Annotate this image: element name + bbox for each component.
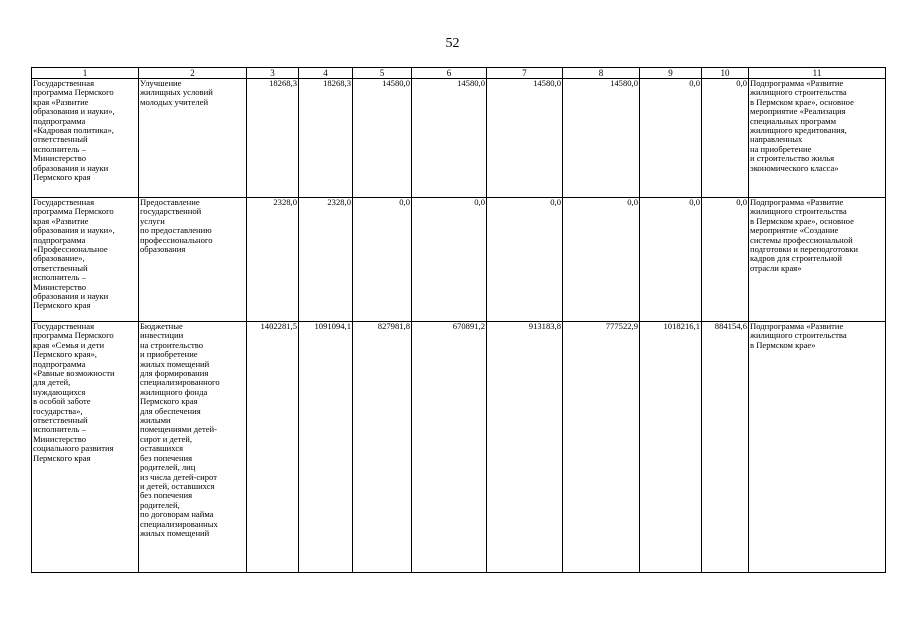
column-header: 8 (563, 68, 640, 79)
column-header: 2 (139, 68, 247, 79)
value-cell: 884154,6 (702, 322, 749, 573)
column-header: 7 (487, 68, 563, 79)
value-cell: 14580,0 (563, 79, 640, 198)
column-header: 4 (299, 68, 353, 79)
value-cell: 0,0 (702, 79, 749, 198)
budget-table (31, 67, 886, 573)
value-cell: 0,0 (412, 198, 487, 322)
column-header: 5 (353, 68, 412, 79)
header-row (32, 68, 886, 79)
value-cell: 14580,0 (353, 79, 412, 198)
column-header: 1 (32, 68, 139, 79)
column-header: 10 (702, 68, 749, 79)
value-cell: 0,0 (702, 198, 749, 322)
value-cell: 1091094,1 (299, 322, 353, 573)
program-cell: Государственная программа Пермского края «Семья и дети Пермского края», подпрограмма «Равные возможности для детей, нуждающихся в особой заботе государства», ответственный исполнитель – Министерство социального развития Пермского края (32, 322, 139, 573)
subprogram-cell: Подпрограмма «Развитие жилищного строительства в Пермском крае», основное мероприятие «Реализация специальных программ жилищного кредитования, направленных на приобретение и строительство жилья экономического класса» (749, 79, 886, 198)
page-number: 52 (445, 36, 460, 51)
value-cell: 18268,3 (247, 79, 299, 198)
subprogram-cell: Подпрограмма «Развитие жилищного строительства в Пермском крае» (749, 322, 886, 573)
column-header: 3 (247, 68, 299, 79)
value-cell: 2328,0 (299, 198, 353, 322)
table-row (32, 79, 886, 198)
measure-cell: Предоставление государственной услуги по предоставлению профессионального образования (139, 198, 247, 322)
value-cell: 18268,3 (299, 79, 353, 198)
value-cell: 14580,0 (487, 79, 563, 198)
column-header: 6 (412, 68, 487, 79)
value-cell: 0,0 (640, 198, 702, 322)
value-cell: 0,0 (353, 198, 412, 322)
value-cell: 827981,8 (353, 322, 412, 573)
measure-cell: Улучшение жилищных условий молодых учителей (139, 79, 247, 198)
value-cell: 0,0 (487, 198, 563, 322)
column-header: 9 (640, 68, 702, 79)
value-cell: 1018216,1 (640, 322, 702, 573)
table-row (32, 322, 886, 573)
value-cell: 1402281,5 (247, 322, 299, 573)
table-row (32, 198, 886, 322)
column-header: 11 (749, 68, 886, 79)
value-cell: 2328,0 (247, 198, 299, 322)
value-cell: 0,0 (640, 79, 702, 198)
value-cell: 913183,8 (487, 322, 563, 573)
program-cell: Государственная программа Пермского края «Развитие образования и науки», подпрограмма «Кадровая политика», ответственный исполнитель – Министерство образования и науки Пермского края (32, 79, 139, 198)
value-cell: 0,0 (563, 198, 640, 322)
value-cell: 14580,0 (412, 79, 487, 198)
subprogram-cell: Подпрограмма «Развитие жилищного строительства в Пермском крае», основное мероприятие «Создание системы профессиональной подготовки и переподготовки кадров для строительной отрасли края» (749, 198, 886, 322)
measure-cell: Бюджетные инвестиции на строительство и приобретение жилых помещений для формирования специализированного жилищного фонда Пермского края для обеспечения жилыми помещениями детей- сирот и детей, оставшихся без попечения родителей, лиц из числа детей-сирот и детей, оставшихся без попечения родителей, по договорам найма специализированных жилых помещений (139, 322, 247, 573)
value-cell: 670891,2 (412, 322, 487, 573)
value-cell: 777522,9 (563, 322, 640, 573)
program-cell: Государственная программа Пермского края «Развитие образования и науки», подпрограмма «Профессиональное образование», ответственный исполнитель – Министерство образования и науки Пермского края (32, 198, 139, 322)
